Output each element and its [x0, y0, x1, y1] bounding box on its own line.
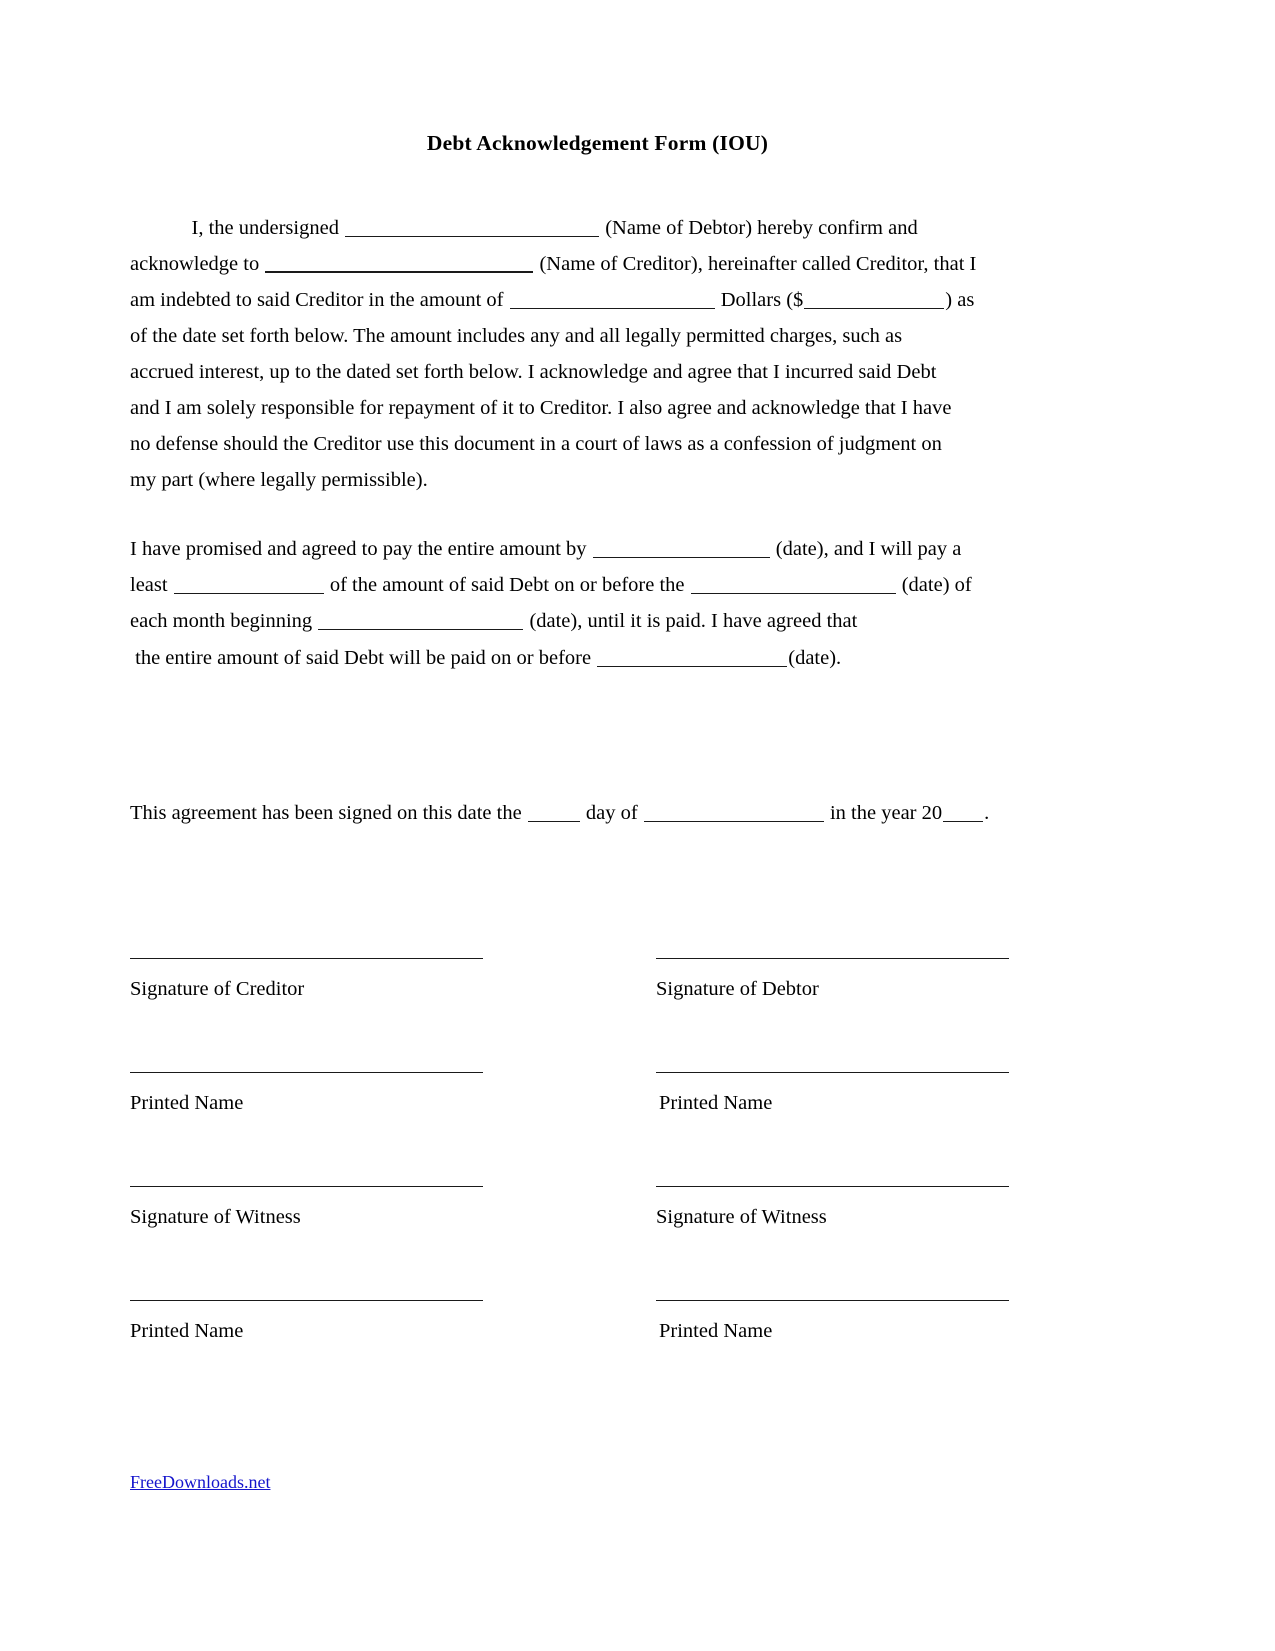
text-line — [130, 390, 1065, 426]
creditor-printed-name-label: Printed Name — [130, 1092, 244, 1114]
text-line — [130, 603, 1065, 639]
text-run: the entire amount of said Debt will be paid on or before — [130, 647, 597, 669]
text-line — [130, 795, 1065, 831]
signature-of-witness-2-label: Signature of Witness — [656, 1206, 827, 1228]
text-run: I have promised and agreed to pay the entire amount by — [130, 538, 592, 560]
debtor-printed-name-line[interactable] — [656, 1072, 1009, 1073]
witness-1-printed-name-label: Printed Name — [130, 1320, 244, 1342]
first-payment-date-blank[interactable] — [318, 611, 523, 630]
signature-block-debtor-printed-name — [597, 1049, 1064, 1163]
signature-of-creditor-label: Signature of Creditor — [130, 978, 305, 1000]
signature-of-witness-2-line[interactable] — [656, 1186, 1009, 1187]
text-run: my part (where legally permissible). — [130, 469, 428, 491]
signing-year-blank[interactable] — [943, 803, 983, 822]
text-line — [130, 531, 1065, 567]
signature-of-creditor-line[interactable] — [130, 958, 483, 959]
text-run: (date), and I will pay a — [770, 538, 962, 560]
witness-2-printed-name-label: Printed Name — [659, 1320, 773, 1342]
paragraph-payment-terms — [130, 531, 1065, 639]
paragraph-signing-date — [130, 795, 1065, 831]
text-run: ) as — [945, 289, 975, 311]
installment-amount-blank[interactable] — [174, 575, 324, 594]
debt-amount-figures-blank[interactable] — [804, 290, 944, 309]
text-line — [130, 318, 1065, 354]
text-run: (date), until it is paid. I have agreed that — [524, 610, 858, 632]
text-run: day of — [580, 802, 643, 824]
debtor-printed-name-label: Printed Name — [659, 1092, 773, 1114]
signature-of-witness-1-line[interactable] — [130, 1186, 483, 1187]
page-title: Debt Acknowledgement Form (IOU) — [426, 131, 769, 155]
debt-amount-words-blank[interactable] — [510, 290, 715, 309]
signature-block-signature-of-witness-2 — [597, 1163, 1064, 1277]
text-run: (date) of — [896, 574, 972, 596]
paragraph-acknowledgement — [130, 210, 1065, 498]
text-run: and I am solely responsible for repayment of it to Creditor. I also agree and acknowledge that I have — [130, 397, 952, 419]
text-run: least — [130, 574, 173, 596]
name-of-creditor-blank[interactable] — [265, 253, 533, 273]
text-run: of the amount of said Debt on or before the — [324, 574, 690, 596]
paragraph-final-payment — [130, 640, 1065, 676]
text-run: in the year 20 — [824, 802, 943, 824]
freedownloads-footer-link[interactable]: FreeDownloads.net — [130, 1472, 271, 1492]
text-run: no defense should the Creditor use this document in a court of laws as a confession of judgment on — [130, 433, 942, 455]
name-of-debtor-blank[interactable] — [345, 218, 599, 237]
monthly-due-date-blank[interactable] — [691, 575, 896, 594]
text-run: I, the undersigned — [130, 217, 345, 239]
text-line — [130, 462, 1065, 498]
signature-of-witness-1-label: Signature of Witness — [130, 1206, 301, 1228]
signature-block-signature-of-creditor — [130, 935, 597, 1049]
signature-row — [130, 935, 1065, 1049]
signature-grid — [130, 935, 1065, 1391]
text-run: (date). — [788, 647, 842, 669]
text-run: (Name of Debtor) hereby confirm and — [600, 217, 918, 239]
witness-2-printed-name-line[interactable] — [656, 1300, 1009, 1301]
witness-1-printed-name-line[interactable] — [130, 1300, 483, 1301]
signing-day-blank[interactable] — [528, 803, 580, 822]
signature-block-signature-of-witness-1 — [130, 1163, 597, 1277]
payoff-date-blank[interactable] — [593, 539, 770, 558]
signature-block-signature-of-debtor — [597, 935, 1064, 1049]
text-run: each month beginning — [130, 610, 318, 632]
text-run: (Name of Creditor), hereinafter called Creditor, that I — [534, 253, 977, 275]
signature-of-debtor-line[interactable] — [656, 958, 1009, 959]
signature-of-debtor-label: Signature of Debtor — [656, 978, 819, 1000]
signature-block-witness-2-printed-name — [597, 1277, 1064, 1391]
text-line — [130, 354, 1065, 390]
text-line — [130, 426, 1065, 462]
signature-block-witness-1-printed-name — [130, 1277, 597, 1391]
text-run: of the date set forth below. The amount includes any and all legally permitted charges, such as — [130, 325, 903, 347]
text-line — [130, 246, 1065, 282]
text-line — [130, 282, 1065, 318]
text-run: This agreement has been signed on this date the — [130, 802, 527, 824]
text-run: . — [984, 802, 990, 824]
text-run: Dollars ($ — [715, 289, 804, 311]
signing-month-blank[interactable] — [644, 803, 824, 822]
signature-block-creditor-printed-name — [130, 1049, 597, 1163]
signature-row — [130, 1277, 1065, 1391]
text-run: acknowledge to — [130, 253, 265, 275]
text-line — [130, 210, 1065, 246]
final-payment-date-blank[interactable] — [597, 648, 787, 667]
signature-row — [130, 1163, 1065, 1277]
text-line — [130, 567, 1065, 603]
text-run: accrued interest, up to the dated set forth below. I acknowledge and agree that I incurred said Debt — [130, 361, 937, 383]
signature-row — [130, 1049, 1065, 1163]
text-line — [130, 640, 1065, 676]
text-run: am indebted to said Creditor in the amount of — [130, 289, 509, 311]
creditor-printed-name-line[interactable] — [130, 1072, 483, 1073]
